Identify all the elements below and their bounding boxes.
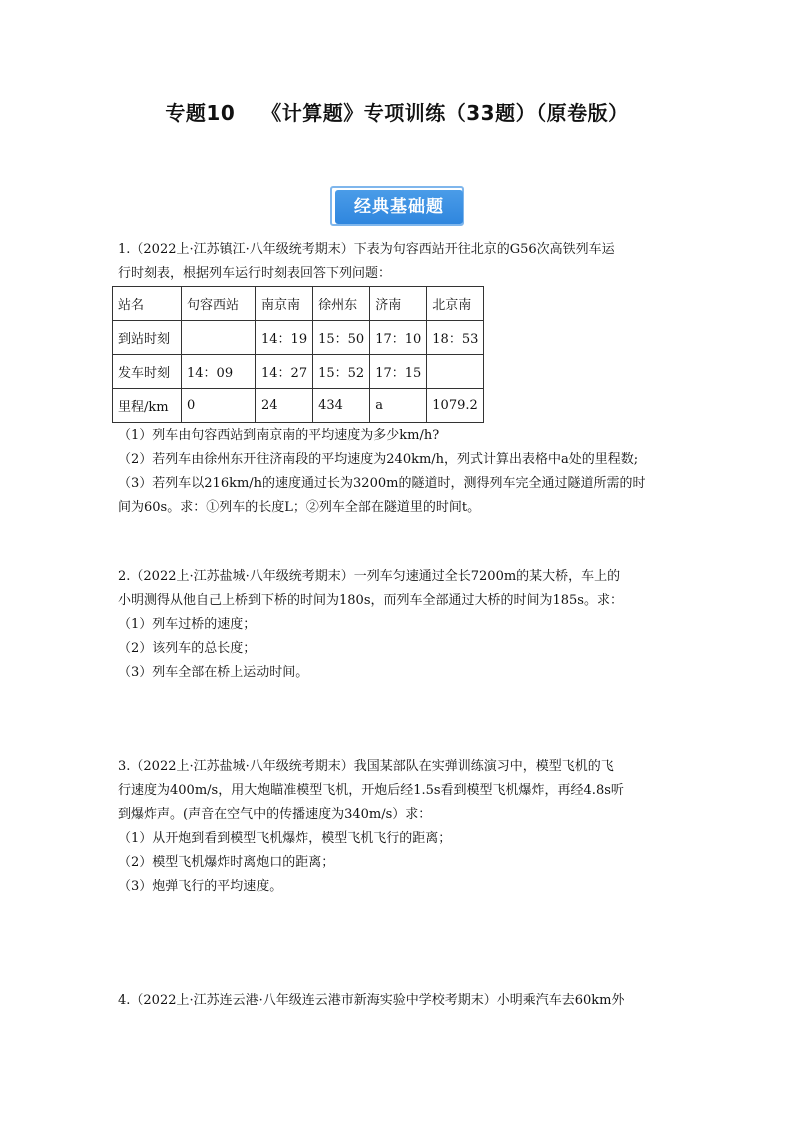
question-1-stem xyxy=(118,238,678,286)
question-3-line-2: 行速度为400m/s，用大炮瞄准模型飞机，开炮后经1.5s看到模型飞机爆炸，再经4.8s听 xyxy=(118,783,624,798)
subquestion-2: （2）模型飞机爆炸时离炮口的距离； xyxy=(118,855,335,870)
question-4-line-1: 4.（2022上·江苏连云港·八年级连云港市新海实验中学校考期末）小明乘汽车去60km外 xyxy=(118,993,625,1008)
question-1-line-2: 行时刻表，根据列车运行时刻表回答下列问题： xyxy=(118,266,392,281)
section-banner xyxy=(330,186,468,228)
subquestion-3: （3）炮弹飞行的平均速度。 xyxy=(118,879,283,894)
table-cell: 14：09 xyxy=(182,355,256,389)
subquestion-3-line-1: （3）若列车以216km/h的速度通过长为3200m的隧道时，测得列车完全通过隧道所需的时 xyxy=(118,476,646,491)
subquestion-2: （2）该列车的总长度； xyxy=(118,641,257,656)
question-1-subquestions xyxy=(118,424,688,520)
question-2 xyxy=(118,565,678,685)
table-cell: 1079.2 xyxy=(427,389,484,423)
subquestion-3-line-2: 间为60s。求：①列车的长度L；②列车全部在隧道里的时间t。 xyxy=(118,500,481,515)
question-3-line-3: 到爆炸声。(声音在空气中的传播速度为340m/s）求： xyxy=(118,807,432,822)
table-cell: 到站时刻 xyxy=(113,321,182,355)
banner-label: 经典基础题 xyxy=(335,190,463,224)
table-cell: 徐州东 xyxy=(313,287,370,321)
question-2-line-1: 2.（2022上·江苏盐城·八年级统考期末）一列车匀速通过全长7200m的某大桥，车上的 xyxy=(118,569,621,584)
table-cell: 站名 xyxy=(113,287,182,321)
table-row xyxy=(113,355,484,389)
table-cell: a xyxy=(370,389,427,423)
table-cell: 17：10 xyxy=(370,321,427,355)
question-3-line-1: 3.（2022上·江苏盐城·八年级统考期末）我国某部队在实弹训练演习中，模型飞机的飞 xyxy=(118,759,614,774)
table-cell: 南京南 xyxy=(256,287,313,321)
subquestion-1: （1）列车过桥的速度； xyxy=(118,617,257,632)
table-cell: 434 xyxy=(313,389,370,423)
subquestion-3: （3）列车全部在桥上运动时间。 xyxy=(118,665,309,680)
question-2-line-2: 小明测得从他自己上桥到下桥的时间为180s，而列车全部通过大桥的时间为185s。求： xyxy=(118,593,623,608)
table-cell: 济南 xyxy=(370,287,427,321)
table-cell xyxy=(182,321,256,355)
table-cell: 里程/km xyxy=(113,389,182,423)
question-4 xyxy=(118,989,678,1013)
question-1-line-1: 1.（2022上·江苏镇江·八年级统考期末）下表为句容西站开往北京的G56次高铁列车运 xyxy=(118,242,615,257)
table-cell: 发车时刻 xyxy=(113,355,182,389)
subquestion-1: （1）从开炮到看到模型飞机爆炸，模型飞机飞行的距离； xyxy=(118,831,452,846)
subquestion-2: （2）若列车由徐州东开往济南段的平均速度为240km/h，列式计算出表格中a处的里程数; xyxy=(118,452,639,467)
table-cell: 14：19 xyxy=(256,321,313,355)
table-row xyxy=(113,287,484,321)
subquestion-1: （1）列车由句容西站到南京南的平均速度为多少km/h? xyxy=(118,428,440,443)
timetable xyxy=(112,286,484,423)
table-cell: 0 xyxy=(182,389,256,423)
table-row xyxy=(113,389,484,423)
table-cell xyxy=(427,355,484,389)
title-part1: 专题10 xyxy=(165,101,236,125)
table-cell: 句容西站 xyxy=(182,287,256,321)
table-row xyxy=(113,321,484,355)
page-title xyxy=(0,97,794,126)
table-cell: 北京南 xyxy=(427,287,484,321)
table-cell: 14：27 xyxy=(256,355,313,389)
table-cell: 15：52 xyxy=(313,355,370,389)
title-part2: 《计算题》专项训练（33题）（原卷版） xyxy=(261,101,629,125)
table-cell: 18：53 xyxy=(427,321,484,355)
table-cell: 17：15 xyxy=(370,355,427,389)
table-cell: 24 xyxy=(256,389,313,423)
table-cell: 15：50 xyxy=(313,321,370,355)
question-3 xyxy=(118,755,678,899)
